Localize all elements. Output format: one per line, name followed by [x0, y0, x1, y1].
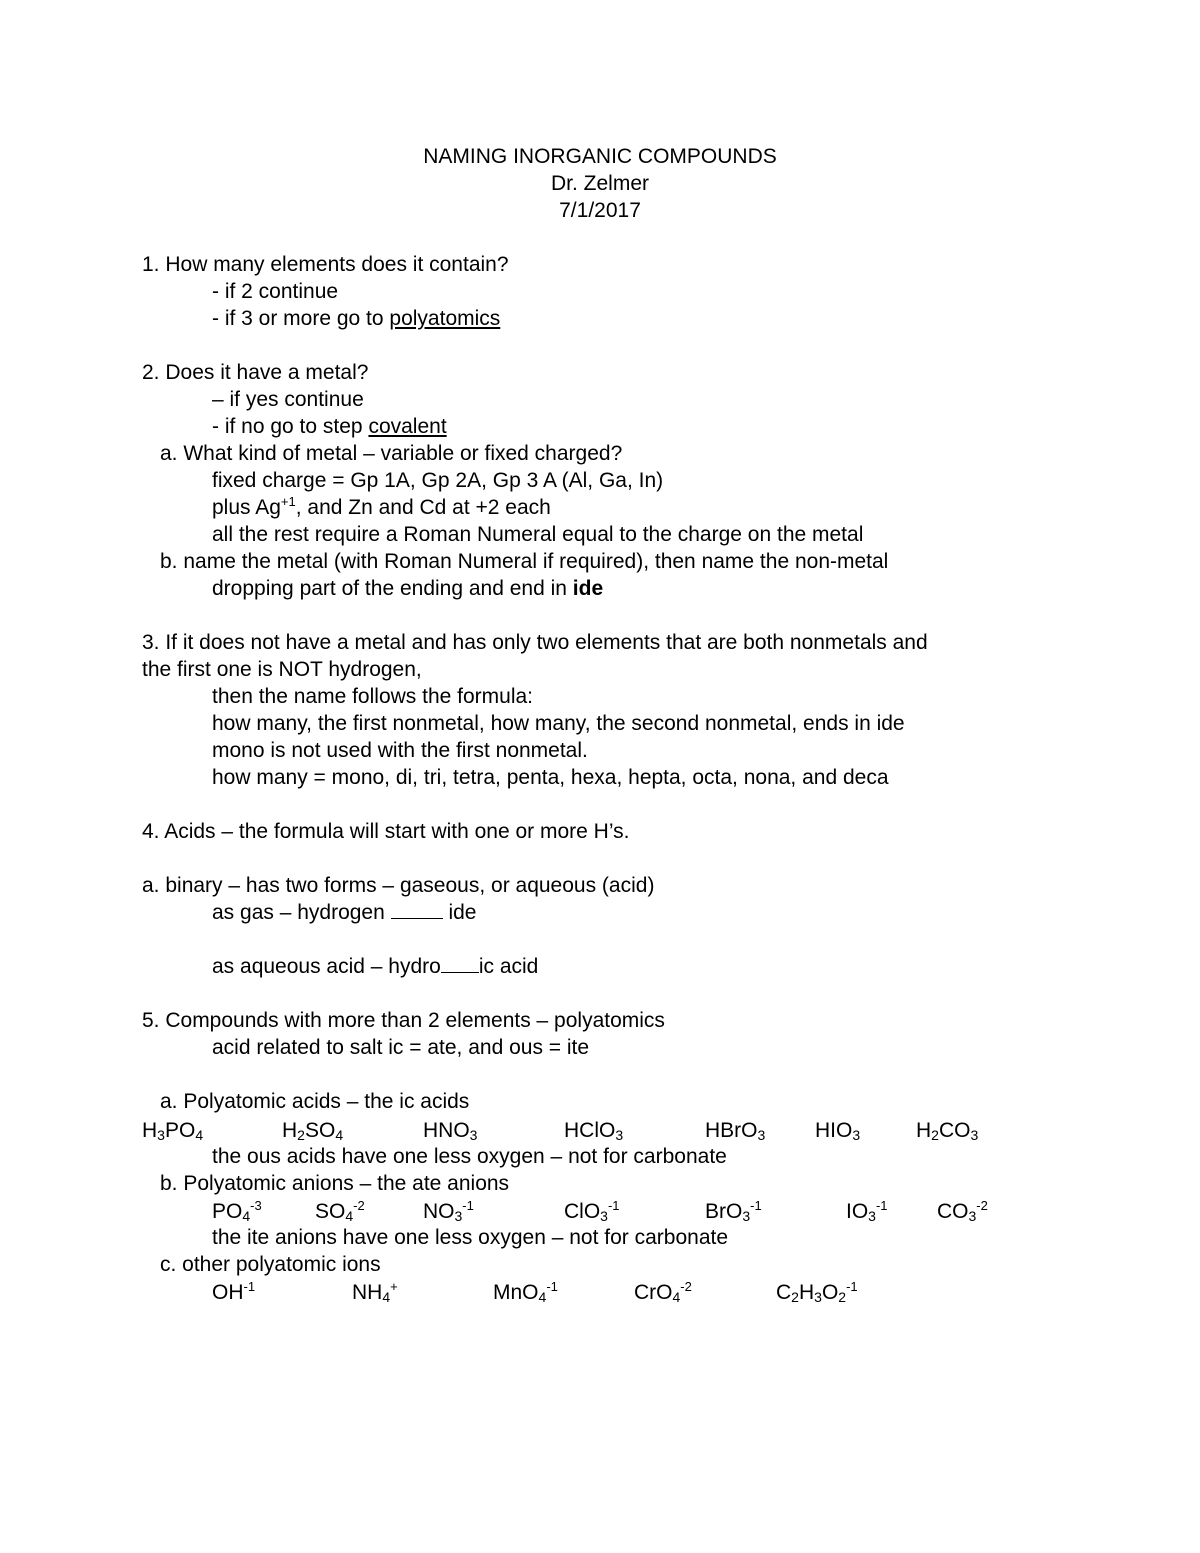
- date: 7/1/2017: [559, 199, 641, 222]
- step2-question: 2. Does it have a metal?: [142, 361, 369, 384]
- step3-line4: how many, the first nonmetal, how many, the second nonmetal, ends in ide: [212, 712, 905, 735]
- step4a-binary: a. binary – has two forms – gaseous, or aqueous (acid): [142, 874, 655, 897]
- acid-formula: $HNO_3$: [423, 1119, 478, 1143]
- step2b-name-metal: b. name the metal (with Roman Numeral if required), then name the non-metal: [160, 550, 889, 573]
- covalent-link: covalent: [368, 415, 447, 438]
- step3-line3: then the name follows the formula:: [212, 685, 534, 708]
- step1-option-text: - if 3 or more go to: [212, 307, 390, 330]
- anion-formula: ClO$_3^{-1}$: [564, 1198, 620, 1224]
- step2a-plus-ag: [212, 494, 551, 521]
- ous-acids-note: the ous acids have one less oxygen – not for carbonate: [212, 1145, 727, 1168]
- step5-line1: 5. Compounds with more than 2 elements – polyatomics: [142, 1009, 665, 1032]
- ide-bold: ide: [572, 577, 604, 600]
- step5c-heading: c. other polyatomic ions: [160, 1253, 381, 1276]
- acid-formula: HBrO$_3$: [705, 1119, 766, 1143]
- ite-anions-note: the ite anions have one less oxygen – not for carbonate: [212, 1226, 729, 1249]
- step1-question: 1. How many elements does it contain?: [142, 253, 509, 276]
- polyatomics-link: polyatomics: [389, 307, 501, 330]
- anion-formula: $NO_3^{-1}$: [423, 1198, 474, 1224]
- ag-charge: +1: [280, 494, 296, 509]
- ion-formula: MnO$_4^{-1}$: [493, 1279, 558, 1305]
- author: Dr. Zelmer: [550, 172, 649, 195]
- ion-formula: $C_2H_3O_2^{-1}$: [776, 1279, 858, 1305]
- step1-option-polyatomics: [212, 305, 500, 332]
- anion-formula: $PO_4^{-3}$: [212, 1198, 262, 1224]
- step3-line6: how many = mono, di, tri, tetra, penta, hexa, hepta, octa, nona, and deca: [212, 766, 889, 789]
- step2-option-text: - if no go to step: [212, 415, 369, 438]
- step2b-ending: [212, 575, 603, 602]
- step2a-question: a. What kind of metal – variable or fixed charged?: [160, 442, 623, 465]
- aqueous-text: as aqueous acid – hydro: [212, 955, 441, 978]
- step3-line1: 3. If it does not have a metal and has only two elements that are both nonmetals and: [142, 631, 928, 654]
- step5a-heading: a. Polyatomic acids – the ic acids: [160, 1090, 470, 1113]
- step2a-roman-numeral: all the rest require a Roman Numeral equal to the charge on the metal: [212, 523, 864, 546]
- step3-line2: the first one is NOT hydrogen,: [142, 658, 422, 681]
- acid-formula: $HIO_3$: [815, 1119, 861, 1143]
- ion-formula: CrO$_4^{-2}$: [634, 1279, 692, 1305]
- anion-formula: $CO_3^{-2}$: [937, 1198, 988, 1224]
- anion-formula: BrO$_3^{-1}$: [705, 1198, 762, 1224]
- step4a-aqueous: [212, 953, 538, 980]
- gas-blank: [391, 900, 443, 919]
- acid-formula: $H_2CO_3$: [916, 1119, 979, 1143]
- ion-formula: $OH^{-1}$: [212, 1279, 256, 1304]
- aqueous-suffix: ic acid: [478, 955, 539, 978]
- step2a-fixed-charge: fixed charge = Gp 1A, Gp 2A, Gp 3 A (Al, Ga, In): [212, 469, 664, 492]
- step1-option-continue: - if 2 continue: [212, 280, 339, 303]
- step2-option-continue: – if yes continue: [212, 388, 364, 411]
- step4a-gas: [212, 899, 476, 926]
- aqueous-blank: [441, 954, 479, 973]
- acid-formula: HClO$_3$: [564, 1119, 624, 1143]
- acid-formula: $H_2SO_4$: [282, 1119, 344, 1143]
- gas-suffix: ide: [442, 901, 477, 924]
- step5b-heading: b. Polyatomic anions – the ate anions: [160, 1172, 510, 1195]
- ion-formula: $NH_4^+$: [352, 1279, 398, 1305]
- acid-formula: $H_3PO_4$: [142, 1119, 204, 1143]
- anion-formula: $SO_4^{-2}$: [315, 1198, 365, 1224]
- plus-ag-text: plus Ag: [212, 496, 281, 519]
- step2-option-covalent: [212, 413, 447, 440]
- step4-acids: 4. Acids – the formula will start with one or more H’s.: [142, 820, 630, 843]
- step3-line5: mono is not used with the first nonmetal.: [212, 739, 588, 762]
- zn-cd-text: , and Zn and Cd at +2 each: [295, 496, 551, 519]
- step5-line2: acid related to salt ic = ate, and ous = ite: [212, 1036, 590, 1059]
- anion-formula: $IO_3^{-1}$: [846, 1198, 888, 1224]
- document-title: NAMING INORGANIC COMPOUNDS: [423, 145, 777, 168]
- ending-text: dropping part of the ending and end in: [212, 577, 573, 600]
- gas-text: as gas – hydrogen: [212, 901, 391, 924]
